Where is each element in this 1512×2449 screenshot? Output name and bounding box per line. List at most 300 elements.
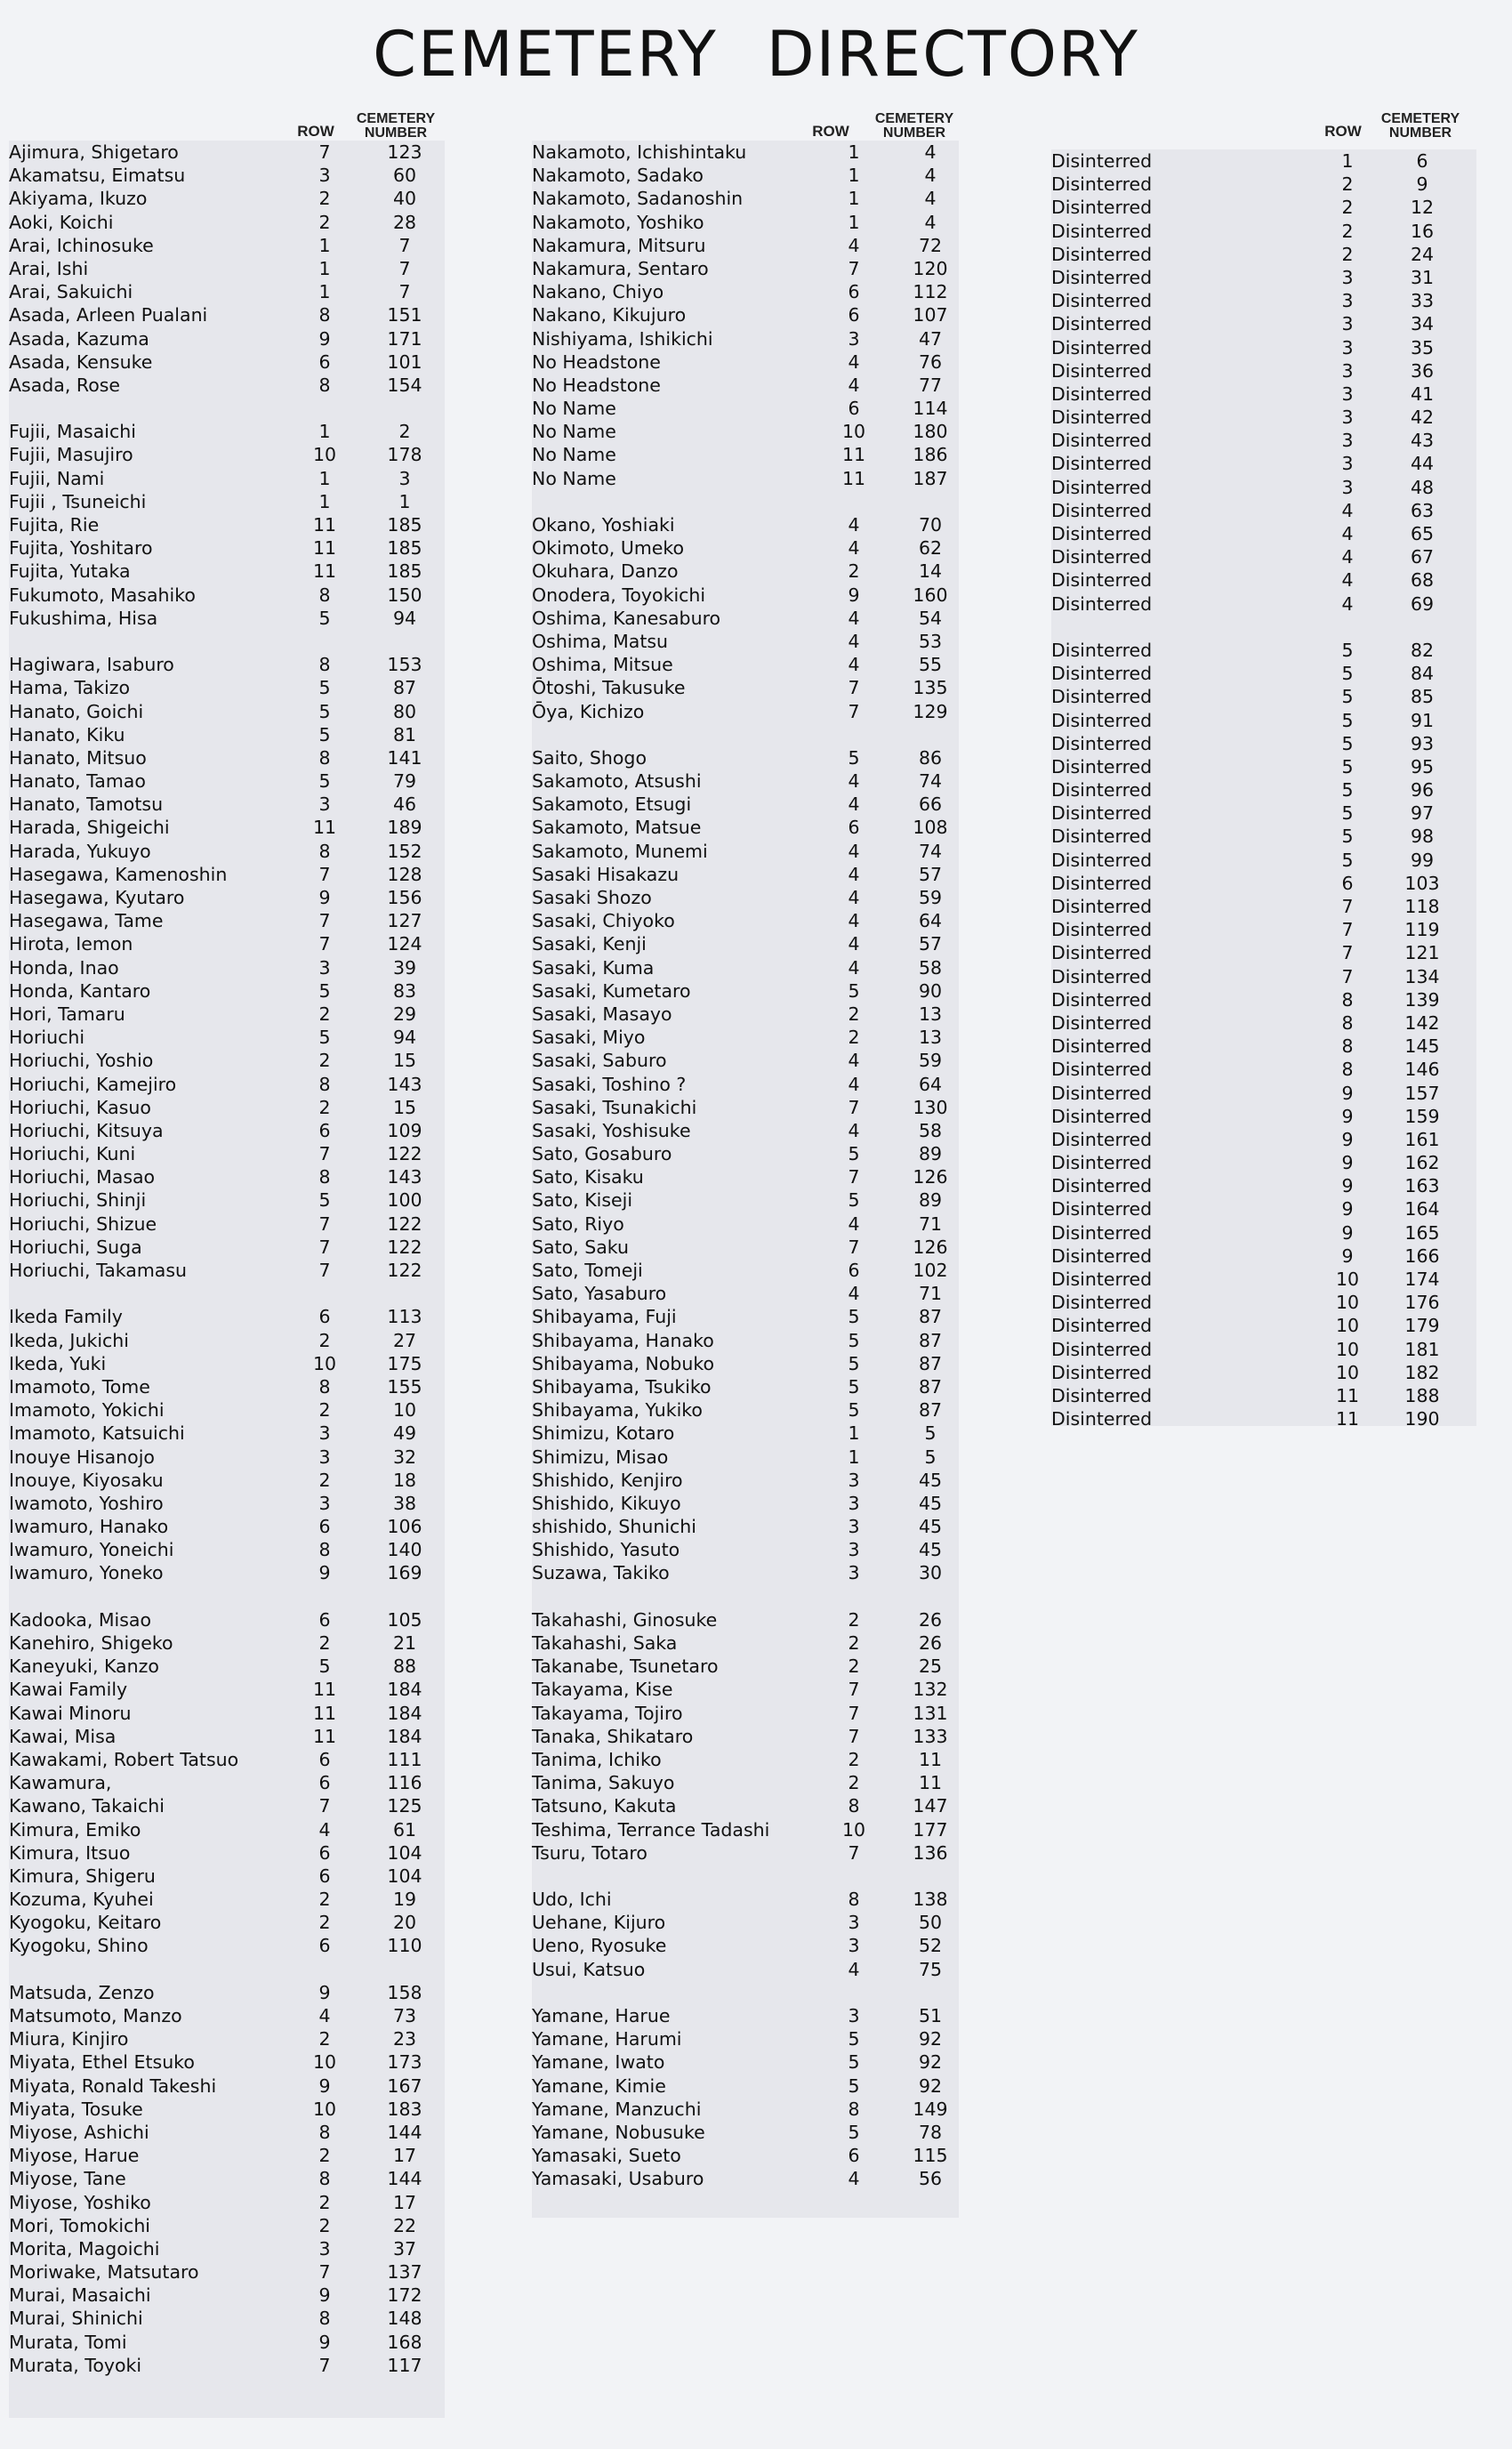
directory-entry [532,676,994,699]
entry-row: 10 [1335,1338,1360,1360]
entry-name: Shishido, Kikuyo [532,1492,681,1514]
entry-name: Shibayama, Yukiko [532,1399,703,1422]
entry-cemetery-number: 100 [387,1189,422,1212]
entry-row: 5 [848,1306,860,1328]
entry-row: 7 [318,2261,331,2284]
entry-name: Disinterred [1051,826,1153,848]
entry-name: Disinterred [1051,383,1153,405]
entry-cemetery-number: 18 [392,1469,417,1491]
entry-name: Murata, Toyoki [9,2354,142,2376]
entry-name: Sakamoto, Atsushi [532,770,702,793]
entry-cemetery-number: 129 [913,700,948,722]
entry-cemetery-number: 10 [392,1399,417,1422]
entry-cemetery-number: 122 [387,1143,422,1165]
entry-row: 8 [318,304,331,326]
directory-entry [532,1188,994,1212]
entry-row: 11 [1335,1384,1360,1406]
entry-name: Sato, Yasaburo [532,1283,667,1305]
directory-entry [1051,243,1496,266]
entry-cemetery-number: 13 [918,1003,943,1025]
entry-row: 1 [848,188,860,210]
directory-entry [9,1422,471,1445]
entry-row: 6 [848,817,860,839]
entry-name: Morita, Magoichi [9,2237,160,2260]
entry-cemetery-number: 120 [913,257,948,279]
entry-row: 3 [848,1516,860,1538]
entry-name: Sasaki, Masayo [532,1003,672,1025]
entry-name: Shimizu, Misao [532,1446,669,1468]
directory-entry [1051,406,1496,429]
entry-name: Miyose, Yoshiko [9,2191,151,2213]
entry-row: 5 [318,770,331,793]
entry-cemetery-number: 2 [398,421,411,443]
entry-name: Harada, Shigeichi [9,817,170,839]
entry-name: Disinterred [1051,313,1153,335]
entry-cemetery-number: 69 [1410,592,1435,615]
entry-name: Ueno, Ryosuke [532,1935,667,1957]
entry-name: Disinterred [1051,1315,1153,1337]
entry-cemetery-number: 6 [1416,150,1428,172]
entry-name: Kyogoku, Shino [9,1935,149,1957]
entry-name: Disinterred [1051,942,1153,964]
directory-entry [532,863,994,886]
entry-row: 5 [848,1375,860,1398]
entry-cemetery-number: 1 [398,490,411,512]
entry-name: Disinterred [1051,1105,1153,1127]
directory-entry [1051,988,1496,1011]
entry-cemetery-number: 162 [1404,1152,1440,1174]
entry-cemetery-number: 91 [1410,709,1435,731]
entry-name: Disinterred [1051,476,1153,498]
directory-entry [9,1841,471,1865]
entry-cemetery-number: 59 [918,1050,943,1072]
entry-name: Asada, Kazuma [9,327,149,350]
section-gap [532,723,994,746]
entry-row: 3 [1341,313,1354,335]
entry-row: 10 [1335,1269,1360,1290]
directory-entry [9,1073,471,1096]
directory-entry [1051,522,1496,545]
directory-entry [532,793,994,816]
entry-name: Asada, Arleen Pualani [9,304,208,326]
entry-cemetery-number: 5 [924,1422,937,1445]
entry-name: Takahashi, Saka [532,1632,678,1654]
entry-name: Horiuchi, Masao [9,1166,156,1188]
entry-cemetery-number: 22 [392,2214,417,2236]
entry-row: 2 [318,1399,331,1422]
entry-row: 2 [848,1772,860,1794]
entry-cemetery-number: 119 [1404,919,1440,941]
entry-row: 8 [1341,1059,1354,1081]
entry-row: 4 [848,350,860,373]
entry-row: 5 [318,1189,331,1212]
directory-entry [532,420,994,443]
entry-row: 6 [318,1772,331,1794]
entry-name: Disinterred [1051,1361,1153,1383]
entry-name: Kimura, Emiko [9,1818,141,1841]
directory-entry [1051,289,1496,312]
entry-row: 2 [848,1748,860,1770]
directory-entry [532,1608,994,1631]
entry-name: Disinterred [1051,1175,1153,1197]
entry-cemetery-number: 172 [387,2284,422,2307]
entry-cemetery-number: 83 [392,979,417,1002]
entry-name: Disinterred [1051,896,1153,917]
entry-row: 2 [318,1329,331,1351]
page-title [0,18,1512,91]
entry-cemetery-number: 57 [918,863,943,885]
entry-name: Disinterred [1051,663,1153,685]
directory-entry [1051,825,1496,848]
directory-entry [9,2144,471,2167]
entry-cemetery-number: 183 [387,2098,422,2120]
entry-cemetery-number: 28 [392,211,417,233]
entry-row: 11 [841,467,866,489]
directory-entry [9,513,471,536]
entry-cemetery-number: 96 [1410,779,1435,802]
directory-entry [1051,1128,1496,1151]
entry-name: Sato, Kiseji [532,1189,633,1212]
entry-row: 4 [848,840,860,862]
entry-name: Sasaki, Toshino ? [532,1073,687,1095]
entry-name: Fujita, Rie [9,514,100,536]
row-header: ROW [1324,123,1362,140]
entry-name: Kadooka, Misao [9,1608,152,1631]
entry-name: Fujii , Tsuneichi [9,490,147,512]
directory-entry [532,1492,994,1515]
entry-name: Okimoto, Umeko [532,537,685,560]
entry-row: 10 [841,1818,866,1841]
directory-entry [532,979,994,1003]
entry-name: No Name [532,444,616,466]
directory-entry [1051,568,1496,592]
entry-name: Yamane, Harumi [532,2028,682,2050]
entry-cemetery-number: 171 [387,327,422,350]
entry-name: Iwamuro, Yoneichi [9,1539,174,1561]
entry-name: No Name [532,421,616,443]
entry-cemetery-number: 164 [1404,1198,1440,1220]
directory-entry [1051,941,1496,964]
entry-row: 1 [848,165,860,187]
entry-cemetery-number: 21 [392,1632,417,1654]
directory-entry [532,1142,994,1165]
entry-row: 5 [848,2074,860,2097]
entry-row: 7 [318,141,331,163]
entry-name: Tanima, Ichiko [532,1748,662,1770]
entry-row: 9 [318,887,331,908]
entry-row: 1 [848,141,860,163]
directory-entry [9,303,471,326]
directory-entry [1051,1361,1496,1384]
directory-entry [532,607,994,630]
entry-cemetery-number: 169 [387,1562,422,1584]
entry-cemetery-number: 176 [1404,1292,1440,1314]
entry-row: 2 [318,1096,331,1118]
entry-name: Miyose, Harue [9,2145,140,2167]
entry-row: 8 [1341,988,1354,1011]
entry-cemetery-number: 104 [387,1865,422,1887]
directory-entry [532,1794,994,1817]
entry-cemetery-number: 114 [913,398,948,420]
entry-cemetery-number: 30 [918,1562,943,1584]
entry-cemetery-number: 151 [387,304,422,326]
directory-entry [9,979,471,1003]
entry-name: Disinterred [1051,407,1153,429]
entry-name: Akiyama, Ikuzo [9,188,148,210]
entry-row: 11 [312,537,337,560]
entry-cemetery-number: 138 [913,1889,948,1911]
directory-entry [532,536,994,560]
entry-name: Hanato, Tamotsu [9,794,164,816]
entry-row: 8 [318,1539,331,1561]
entry-cemetery-number: 37 [392,2237,417,2260]
directory-entry [9,490,471,513]
directory-entry [9,1188,471,1212]
entry-cemetery-number: 122 [387,1260,422,1281]
entry-row: 5 [318,723,331,745]
entry-name: Takayama, Kise [532,1679,673,1701]
directory-entry [9,2027,471,2050]
directory-entry [9,374,471,397]
entry-row: 7 [1341,942,1354,964]
entry-name: Disinterred [1051,150,1153,172]
directory-entry [9,1236,471,1259]
entry-name: Shibayama, Hanako [532,1329,714,1351]
directory-entry [532,886,994,909]
entry-row: 3 [848,1539,860,1561]
directory-entry [532,1119,994,1142]
entry-cemetery-number: 81 [392,723,417,745]
entry-name: Shishido, Yasuto [532,1539,680,1561]
entry-name: Miyata, Tosuke [9,2098,143,2120]
entry-name: Arai, Ichinosuke [9,234,154,256]
entry-cemetery-number: 86 [918,746,943,769]
directory-entry [532,1515,994,1538]
directory-entry [9,1934,471,1957]
entry-row: 5 [1341,709,1354,731]
directory-entry [532,630,994,653]
directory-entry [532,1631,994,1655]
entry-cemetery-number: 15 [392,1096,417,1118]
entry-row: 9 [1341,1245,1354,1267]
entry-name: Miyose, Tane [9,2168,126,2190]
directory-entry [9,350,471,374]
directory-entry [532,1049,994,1072]
entry-row: 2 [848,1632,860,1654]
directory-entry [532,513,994,536]
entry-name: Nakano, Kikujuro [532,304,687,326]
entry-cemetery-number: 64 [918,910,943,932]
entry-row: 3 [848,1912,860,1934]
directory-entry [9,2331,471,2354]
directory-entry [9,769,471,793]
entry-cemetery-number: 87 [918,1352,943,1374]
entry-name: Akamatsu, Eimatsu [9,165,186,187]
entry-cemetery-number: 66 [918,794,943,816]
entry-row: 9 [848,584,860,606]
entry-cemetery-number: 87 [392,677,417,699]
entry-cemetery-number: 57 [918,933,943,955]
entry-cemetery-number: 117 [387,2354,422,2376]
entry-row: 3 [318,165,331,187]
entry-name: Uehane, Kijuro [532,1912,666,1934]
directory-entry [9,2260,471,2284]
entry-cemetery-number: 11 [918,1772,943,1794]
directory-entry [532,234,994,257]
section-gap [9,1958,471,1981]
directory-entry [1051,545,1496,568]
entry-cemetery-number: 115 [913,2145,948,2167]
entry-cemetery-number: 145 [1404,1035,1440,1058]
directory-entry [532,350,994,374]
directory-entry [532,1818,994,1841]
entry-row: 7 [848,677,860,699]
entry-name: Disinterred [1051,1035,1153,1058]
entry-cemetery-number: 4 [924,165,937,187]
entry-row: 3 [318,1422,331,1445]
entry-cemetery-number: 131 [913,1702,948,1724]
entry-row: 4 [848,910,860,932]
entry-row: 1 [318,234,331,256]
entry-cemetery-number: 50 [918,1912,943,1934]
directory-entry [1051,173,1496,196]
entry-row: 8 [318,584,331,606]
entry-name: Asada, Kensuke [9,350,153,373]
entry-name: Disinterred [1051,523,1153,544]
entry-row: 2 [1341,173,1354,196]
directory-entry [532,1702,994,1725]
entry-cemetery-number: 99 [1410,849,1435,871]
directory-entry [9,816,471,839]
directory-entry [532,1655,994,1678]
entry-cemetery-number: 49 [392,1422,417,1445]
entry-name: Kozuma, Kyuhei [9,1889,154,1911]
entry-row: 1 [848,1422,860,1445]
directory-entry [532,1469,994,1492]
entry-row: 2 [318,1469,331,1491]
entry-name: Ikeda, Yuki [9,1352,107,1374]
entry-name: Sakamoto, Munemi [532,840,708,862]
entry-cemetery-number: 122 [387,1212,422,1235]
entry-cemetery-number: 35 [1410,336,1435,358]
directory-entry [1051,312,1496,335]
entry-cemetery-number: 52 [918,1935,943,1957]
entry-name: Sasaki, Miyo [532,1027,646,1049]
entry-cemetery-number: 43 [1410,430,1435,452]
directory-entry [1051,1384,1496,1407]
directory-entry [532,840,994,863]
column-header [1051,105,1496,141]
entry-row: 2 [318,211,331,233]
entry-row: 6 [848,398,860,420]
entry-name: Shibayama, Fuji [532,1306,677,1328]
entry-name: Takanabe, Tsunetaro [532,1655,719,1678]
entry-row: 8 [318,374,331,396]
entry-name: Iwamuro, Yoneko [9,1562,164,1584]
entry-name: Disinterred [1051,872,1153,894]
entry-name: Kawai Family [9,1679,128,1701]
directory-entry [1051,755,1496,778]
directory-entry [1051,709,1496,732]
directory-entry [1051,149,1496,173]
directory-entry [532,1398,994,1422]
directory-entry [1051,592,1496,616]
directory-entry [1051,1035,1496,1058]
column-header [9,105,471,141]
entry-name: Disinterred [1051,849,1153,871]
entry-name: Fukumoto, Masahiko [9,584,196,606]
directory-entry [9,793,471,816]
entry-row: 5 [318,677,331,699]
entry-cemetery-number: 29 [392,1003,417,1025]
entry-row: 3 [1341,266,1354,288]
entry-name: Nakamoto, Ichishintaku [532,141,747,163]
entry-name: Horiuchi, Suga [9,1236,142,1258]
entry-cemetery-number: 85 [1410,686,1435,708]
directory-entry [9,536,471,560]
directory-entry [532,1771,994,1794]
entry-row: 9 [318,1981,331,2003]
entry-row: 9 [318,2284,331,2307]
entry-cemetery-number: 137 [387,2261,422,2284]
entry-row: 4 [848,1119,860,1141]
entry-cemetery-number: 13 [918,1027,943,1049]
entry-cemetery-number: 186 [913,444,948,466]
entry-cemetery-number: 63 [1410,499,1435,521]
entry-name: Shibayama, Tsukiko [532,1375,712,1398]
entry-row: 2 [848,560,860,583]
entry-cemetery-number: 154 [387,374,422,396]
directory-entry [532,769,994,793]
entry-cemetery-number: 4 [924,211,937,233]
entry-cemetery-number: 51 [918,2005,943,2026]
cemetery-number-header: CEMETERY NUMBER [1380,111,1460,141]
entry-row: 9 [1341,1221,1354,1244]
entry-row: 3 [1341,290,1354,312]
entry-row: 5 [318,979,331,1002]
directory-entry [532,909,994,932]
entry-row: 1 [318,490,331,512]
entry-name: Fujii, Masaichi [9,421,136,443]
entry-name: Suzawa, Takiko [532,1562,670,1584]
entry-cemetery-number: 163 [1404,1175,1440,1197]
directory-entry [532,164,994,187]
entry-row: 3 [848,1469,860,1491]
directory-entry [532,1282,994,1305]
entry-row: 7 [848,1166,860,1188]
directory-entry [9,2121,471,2144]
entry-row: 5 [1341,732,1354,754]
entry-cemetery-number: 76 [918,350,943,373]
entry-cemetery-number: 187 [913,467,948,489]
directory-entry [9,1981,471,2004]
entry-cemetery-number: 185 [387,537,422,560]
entry-name: Sasaki, Yoshisuke [532,1119,691,1141]
entry-row: 6 [1341,872,1354,894]
entry-row: 7 [848,700,860,722]
directory-entry [9,909,471,932]
directory-entry [1051,802,1496,825]
entry-row: 5 [848,979,860,1002]
entry-cemetery-number: 7 [398,234,411,256]
entry-name: Fujii, Nami [9,467,105,489]
entry-name: Onodera, Toyokichi [532,584,706,606]
directory-entry [9,1631,471,1655]
entry-name: Miura, Kinjiro [9,2028,129,2050]
directory-entry [9,676,471,699]
entry-name: Horiuchi, Kitsuya [9,1119,164,1141]
entry-cemetery-number: 55 [918,654,943,676]
